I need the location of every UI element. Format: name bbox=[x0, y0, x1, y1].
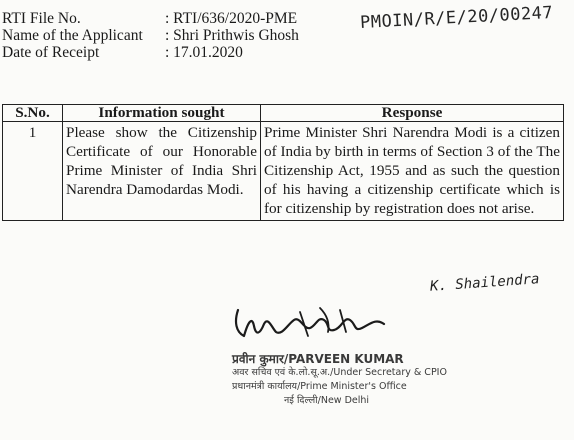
receipt-date-row bbox=[2, 44, 299, 61]
handwritten-reference-number: PMOIN/R/E/20/00247 bbox=[359, 2, 554, 34]
information-sought-cell: Please show the Citizenship Certificate of our Honorable Prime Minister of India Shri Narendra Damodardas Modi. bbox=[63, 122, 261, 221]
table-row bbox=[3, 122, 564, 221]
signatory-office: प्रधानमंत्री कार्यालय/Prime Minister's Office bbox=[232, 381, 407, 392]
table-header-row bbox=[3, 105, 564, 122]
response-header: Response bbox=[261, 105, 564, 122]
file-number-value: : RTI/636/2020-PME bbox=[165, 10, 298, 27]
applicant-value: : Shri Prithwis Ghosh bbox=[165, 27, 299, 44]
file-details bbox=[2, 10, 299, 61]
response-cell: Prime Minister Shri Narendra Modi is a citizen of India by birth in terms of Section 3 of the The Citizenship Act, 1955 and as such the question of his having a citizenship certificate which is for citizenship by registration does not arise. bbox=[261, 122, 564, 221]
applicant-row bbox=[2, 27, 299, 44]
file-number-row bbox=[2, 10, 299, 27]
signatory-designation: अवर सचिव एवं के.लो.सू.अ./Under Secretary & CPIO bbox=[232, 367, 447, 378]
information-sought-header: Information sought bbox=[63, 105, 261, 122]
receipt-date-value: : 17.01.2020 bbox=[165, 44, 243, 61]
file-number-label: RTI File No. bbox=[2, 10, 81, 27]
signature-scribble-icon bbox=[230, 302, 400, 348]
sno-cell: 1 bbox=[3, 122, 63, 221]
initials-signature: K. Shailendra bbox=[429, 271, 541, 295]
signatory-name: प्रवीन कुमार/PARVEEN KUMAR bbox=[232, 352, 404, 366]
receipt-date-label: Date of Receipt bbox=[2, 44, 100, 61]
signatory-location: नई दिल्ली/New Delhi bbox=[284, 395, 370, 406]
applicant-label: Name of the Applicant bbox=[2, 27, 143, 44]
signatory-block bbox=[232, 352, 447, 408]
rti-response-table bbox=[2, 104, 564, 221]
sno-header: S.No. bbox=[3, 105, 63, 122]
